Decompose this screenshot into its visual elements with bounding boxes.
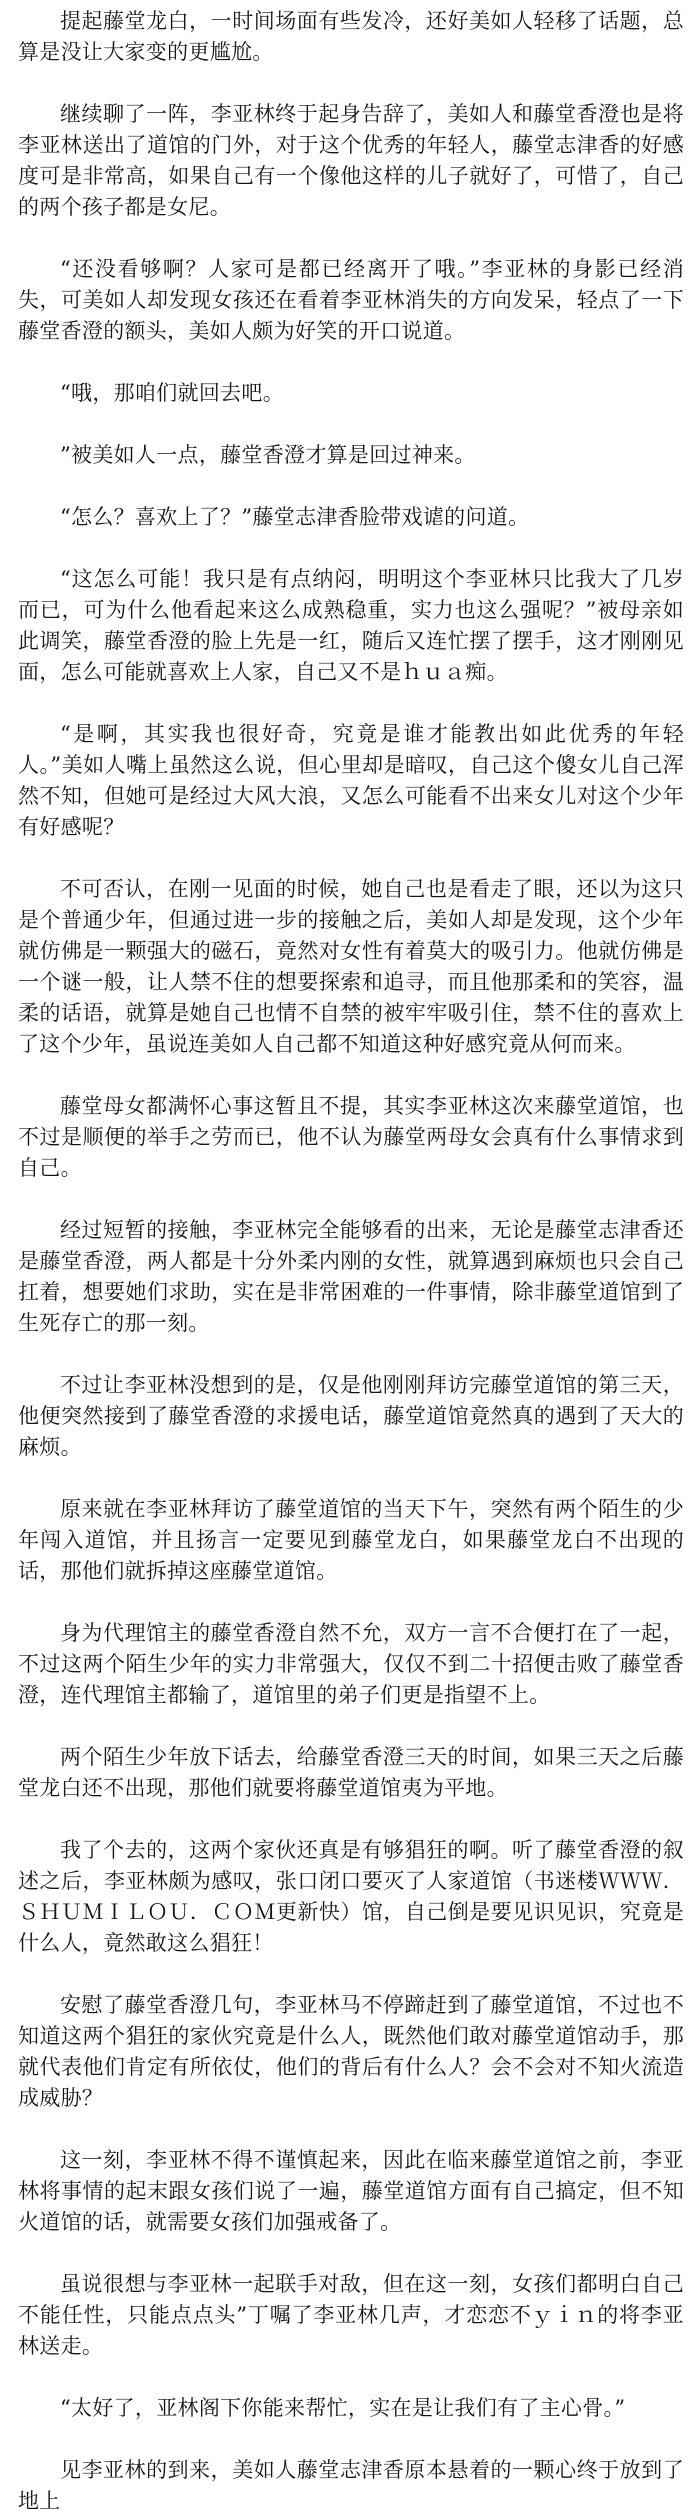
paragraph: 这一刻，李亚林不得不谨慎起来，因此在临来藤堂道馆之前，李亚林将事情的起末跟女孩们说了一遍，藤堂道馆方面有自己搞定，但不知火道馆的话，就需要女孩们加强戒备了。 (18, 2148, 684, 2234)
paragraph: “怎么？喜欢上了？”藤堂志津香脸带戏谑的问道。 (60, 505, 530, 529)
paragraph: 继续聊了一阵，李亚林终于起身告辞了，美如人和藤堂香澄也是将李亚林送出了道馆的门外，对于这个优秀的年轻人，藤堂志津香的好感度可是非常高，如果自己有一个像他这样的儿子就好了，可惜了，自己的两个孩子都是女尼。 (18, 102, 684, 219)
paragraph: “还没看够啊？人家可是都已经离开了哦。”李亚林的身影已经消失，可美如人却发现女孩还在看着李亚林消失的方向发呆，轻点了一下藤堂香澄的额头，美如人颇为好笑的开口说道。 (18, 257, 684, 343)
paragraph: 藤堂母女都满怀心事这暂且不提，其实李亚林这次来藤堂道馆，也不过是顺便的举手之劳而已，他不认为藤堂两母女会真有什么事情求到自己。 (18, 1094, 684, 1180)
paragraph: “太好了，亚林阁下你能来帮忙，实在是让我们有了主心骨。” (60, 2396, 626, 2420)
paragraph: 虽说很想与李亚林一起联手对敌，但在这一刻，女孩们都明白自己不能任性，只能点点头”丁嘱了李亚林几声，才恋恋不ｙｉｎ的将李亚林送走。 (18, 2272, 684, 2358)
paragraph: 原来就在李亚林拜访了藤堂道馆的当天下午，突然有两个陌生的少年闯入道馆，并且扬言一定要见到藤堂龙白，如果藤堂龙白不出现的话，那他们就拆掉这座藤堂道馆。 (18, 1497, 684, 1583)
paragraph: 经过短暂的接触，李亚林完全能够看的出来，无论是藤堂志津香还是藤堂香澄，两人都是十分外柔内刚的女性，就算遇到麻烦也只会自己扛着，想要她们求助，实在是非常困难的一件事情，除非藤堂道馆到了生死存亡的那一刻。 (18, 1218, 684, 1335)
paragraph: 不可否认，在刚一见面的时候，她自己也是看走了眼，还以为这只是个普通少年，但通过进一步的接触之后，美如人却是发现，这个少年就仿佛是一颗强大的磁石，竟然对女性有着莫大的吸引力。他就仿佛是一个谜一般，让人禁不住的想要探索和追寻，而且他那柔和的笑容，温柔的话语，就算是她自己也情不自禁的被牢牢吸引住，禁不住的喜欢上了这个少年，虽说连美如人自己都不知道这种好感究竟从何而来。 (18, 877, 684, 1056)
paragraph: “哦，那咱们就回去吧。 (60, 381, 285, 405)
paragraph: ”被美如人一点，藤堂香澄才算是回过神来。 (60, 443, 476, 467)
paragraph: “这怎么可能！我只是有点纳闷，明明这个李亚林只比我大了几岁而已，可为什么他看起来这么成熟稳重，实力也这么强呢？”被母亲如此调笑，藤堂香澄的脸上先是一红，随后又连忙摆了摆手，这才刚刚见面，怎么可能就喜欢上人家，自己又不是ｈｕａ痴。 (18, 567, 684, 684)
paragraph: 提起藤堂龙白，一时间场面有些发冷，还好美如人轻移了话题，总算是没让大家变的更尴尬。 (18, 9, 684, 64)
paragraph: 不过让李亚林没想到的是，仅是他刚刚拜访完藤堂道馆的第三天，他便突然接到了藤堂香澄的求援电话，藤堂道馆竟然真的遇到了天大的麻烦。 (18, 1373, 684, 1459)
paragraph: “是啊，其实我也很好奇，究竟是谁才能教出如此优秀的年轻人。”美如人嘴上虽然这么说，但心里却是暗叹，自己这个傻女儿自己浑然不知，但她可是经过大风大浪，又怎么可能看不出来女儿对这个少年有好感呢？ (18, 722, 684, 839)
paragraph: 两个陌生少年放下话去，给藤堂香澄三天的时间，如果三天之后藤堂龙白还不出现，那他们就要将藤堂道馆夷为平地。 (18, 1745, 684, 1800)
paragraph: 安慰了藤堂香澄几句，李亚林马不停蹄赶到了藤堂道馆，不过也不知道这两个猖狂的家伙究竟是什么人，既然他们敢对藤堂道馆动手，那就代表他们肯定有所依仗，他们的背后有什么人？会不会对不知火流造成威胁？ (18, 1993, 684, 2110)
paragraph: 我了个去的，这两个家伙还真是有够猖狂的啊。听了藤堂香澄的叙述之后，李亚林颇为感叹，张口闭口要灭了人家道馆（书迷楼ＷＷＷ．ＳＨＵＭＩＬＯＵ．ＣＯＭ更新快）馆，自己倒是要见识见识，究竟是什么人，竟然敢这么猖狂！ (18, 1838, 684, 1955)
paragraph: 身为代理馆主的藤堂香澄自然不允，双方一言不合便打在了一起，不过这两个陌生少年的实力非常强大，仅仅不到二十招便击败了藤堂香澄，连代理馆主都输了，道馆里的弟子们更是指望不上。 (18, 1621, 684, 1707)
paragraph: 见李亚林的到来，美如人藤堂志津香原本悬着的一颗心终于放到了地上 (18, 2458, 684, 2513)
